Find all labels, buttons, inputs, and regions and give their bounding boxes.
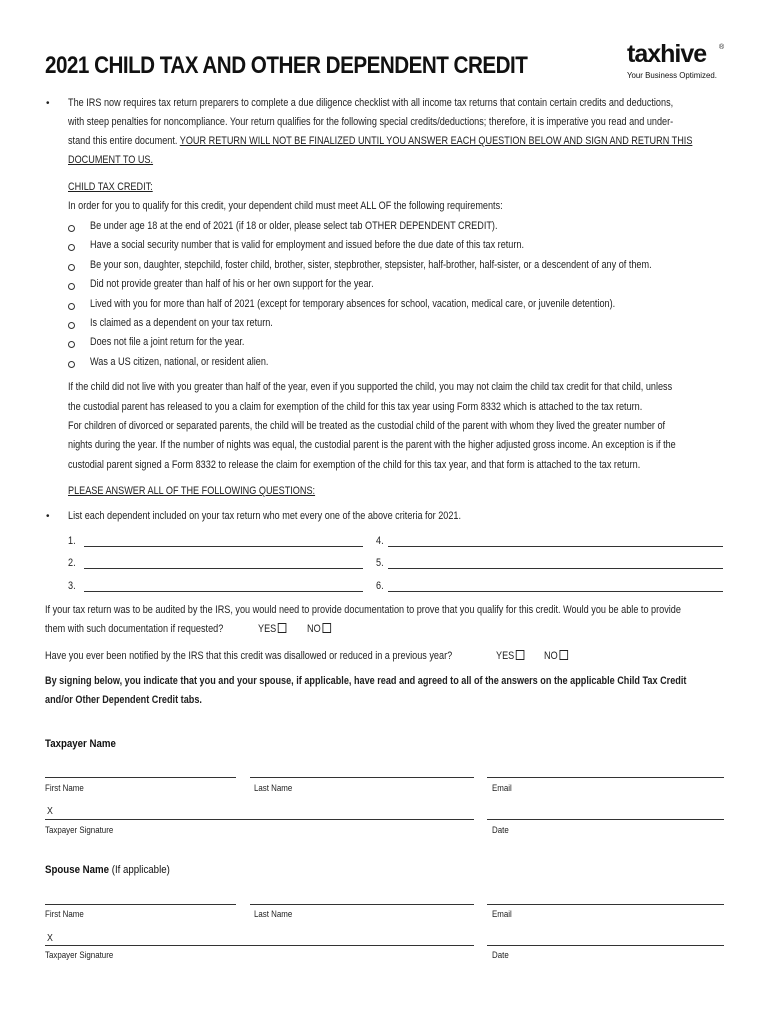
dependent-field-3[interactable] bbox=[84, 591, 363, 592]
spouse-email-field[interactable] bbox=[487, 904, 724, 905]
dependent-field-1[interactable] bbox=[84, 546, 363, 547]
logo-registered-mark: ® bbox=[719, 44, 725, 51]
taxpayer-last-name-field[interactable] bbox=[250, 777, 474, 778]
signing-statement-line-2: and/or Other Dependent Credit tabs. bbox=[45, 694, 202, 706]
intro-warning-cont: DOCUMENT TO US. bbox=[68, 154, 154, 166]
disallowed-question: Have you ever been notified by the IRS that this credit was disallowed or reduced in a previous year? bbox=[45, 650, 453, 662]
intro-line-2: with steep penalties for noncompliance. Your return qualifies for the following special credits/deductions; therefore, it is imperative you read and under- bbox=[68, 116, 674, 128]
spouse-date-field[interactable] bbox=[487, 945, 724, 946]
dependent-number-6: 6. bbox=[376, 580, 384, 592]
audit-yes-label: YES bbox=[258, 623, 277, 635]
disallowed-no-label: NO bbox=[544, 650, 558, 662]
audit-yes-checkbox[interactable] bbox=[278, 623, 287, 633]
requirement-item: Be under age 18 at the end of 2021 (if 18 or older, please select tab OTHER DEPENDENT CREDIT). bbox=[90, 220, 498, 232]
audit-no-checkbox[interactable] bbox=[322, 623, 331, 633]
requirement-item: Lived with you for more than half of 2021 (except for temporary absences for school, vacation, medical care, or juvenile detention). bbox=[90, 297, 616, 310]
dependent-field-2[interactable] bbox=[84, 568, 363, 569]
taxpayer-date-label: Date bbox=[492, 825, 509, 835]
spouse-signature-label: Taxpayer Signature bbox=[45, 950, 114, 960]
intro-line-3 bbox=[68, 132, 692, 152]
audit-question-line-2: them with such documentation if requested? bbox=[45, 623, 224, 635]
spouse-signature-x: X bbox=[47, 933, 53, 944]
taxpayer-email-field[interactable] bbox=[487, 777, 724, 778]
spouse-first-name-label: First Name bbox=[45, 909, 84, 919]
disallowed-no-option[interactable] bbox=[544, 647, 568, 667]
spouse-signature-field[interactable] bbox=[45, 945, 474, 946]
requirement-item: Have a social security number that is valid for employment and issued before the due date of this tax return. bbox=[90, 239, 525, 252]
dependent-field-6[interactable] bbox=[388, 591, 723, 592]
child-credit-lead: In order for you to qualify for this credit, your dependent child must meet ALL OF the following requirements: bbox=[68, 200, 503, 212]
spouse-date-label: Date bbox=[492, 950, 509, 960]
logo-tagline: Your Business Optimized. bbox=[627, 70, 717, 80]
requirement-item: Is claimed as a dependent on your tax return. bbox=[90, 317, 273, 329]
disallowed-yes-label: YES bbox=[496, 650, 515, 662]
para-line-4: nights during the year. If the number of nights was equal, the custodial parent is the parent with the higher adjusted gross income. An exception is if the bbox=[68, 439, 676, 451]
requirement-item: Be your son, daughter, stepchild, foster child, brother, sister, stepbrother, stepsister, half-brother, half-sister, or a descendent of any of them. bbox=[90, 258, 652, 271]
spouse-last-name-field[interactable] bbox=[250, 904, 474, 905]
circle-bullet-icon bbox=[68, 264, 75, 271]
dependent-number-1: 1. bbox=[68, 535, 76, 547]
disallowed-yes-checkbox[interactable] bbox=[516, 650, 525, 660]
spouse-heading-note: (If applicable) bbox=[111, 864, 170, 876]
para-line-1: If the child did not live with you greater than half of the year, even if you supported the child, you may not claim the child tax credit for that child, unless bbox=[68, 381, 673, 393]
dependent-number-5: 5. bbox=[376, 557, 384, 569]
audit-yes-option[interactable] bbox=[258, 620, 287, 640]
intro-warning: YOUR RETURN WILL NOT BE FINALIZED UNTIL YOU ANSWER EACH QUESTION BELOW AND SIGN AND RETURN THIS bbox=[179, 135, 693, 147]
requirement-item: Did not provide greater than half of his or her own support for the year. bbox=[90, 278, 374, 291]
bullet-icon: • bbox=[46, 511, 50, 522]
taxpayer-email-label: Email bbox=[492, 783, 512, 793]
spouse-first-name-field[interactable] bbox=[45, 904, 236, 905]
circle-bullet-icon bbox=[68, 244, 75, 251]
audit-no-label: NO bbox=[307, 623, 321, 635]
taxpayer-first-name-label: First Name bbox=[45, 783, 84, 793]
bullet-icon: • bbox=[46, 98, 50, 109]
questions-heading: PLEASE ANSWER ALL OF THE FOLLOWING QUESTIONS: bbox=[68, 485, 316, 497]
taxpayer-heading: Taxpayer Name bbox=[45, 738, 116, 750]
circle-bullet-icon bbox=[68, 225, 75, 232]
taxpayer-first-name-field[interactable] bbox=[45, 777, 236, 778]
circle-bullet-icon bbox=[68, 283, 75, 290]
dependent-number-2: 2. bbox=[68, 557, 76, 569]
dependent-field-5[interactable] bbox=[388, 568, 723, 569]
taxpayer-date-field[interactable] bbox=[487, 819, 724, 820]
spouse-heading bbox=[45, 864, 170, 876]
para-line-3: For children of divorced or separated parents, the child will be treated as the custodial child of the parent with whom they lived the greater number of bbox=[68, 420, 666, 432]
audit-no-option[interactable] bbox=[307, 620, 331, 640]
spouse-email-label: Email bbox=[492, 909, 512, 919]
intro-line-3-text: stand this entire document. bbox=[68, 135, 180, 147]
requirement-item: Was a US citizen, national, or resident alien. bbox=[90, 355, 269, 368]
taxpayer-last-name-label: Last Name bbox=[254, 783, 293, 793]
audit-question-line-1: If your tax return was to be audited by the IRS, you would need to provide documentation to prove that you qualify for this credit. Would you be able to provide bbox=[45, 604, 681, 616]
child-credit-heading: CHILD TAX CREDIT: bbox=[68, 181, 153, 193]
spouse-last-name-label: Last Name bbox=[254, 909, 293, 919]
circle-bullet-icon bbox=[68, 361, 75, 368]
dependent-number-4: 4. bbox=[376, 535, 384, 547]
spouse-heading-text: Spouse Name bbox=[45, 864, 110, 876]
taxpayer-signature-label: Taxpayer Signature bbox=[45, 825, 114, 835]
requirement-item: Does not file a joint return for the year. bbox=[90, 336, 245, 349]
taxpayer-signature-field[interactable] bbox=[45, 819, 474, 820]
dependent-field-4[interactable] bbox=[388, 546, 723, 547]
taxhive-logo bbox=[620, 40, 730, 80]
circle-bullet-icon bbox=[68, 322, 75, 329]
page-title: 2021 CHILD TAX AND OTHER DEPENDENT CREDIT bbox=[45, 52, 528, 79]
circle-bullet-icon bbox=[68, 303, 75, 310]
taxpayer-signature-x: X bbox=[47, 806, 53, 817]
para-line-2: the custodial parent has released to you a claim for exemption of the child for this tax year using Form 8332 which is attached to the tax return. bbox=[68, 401, 643, 413]
para-line-5: custodial parent signed a Form 8332 to release the claim for exemption of the child for this tax year, and that form is attached to the tax return. bbox=[68, 459, 641, 471]
dependent-number-3: 3. bbox=[68, 580, 76, 592]
disallowed-yes-option[interactable] bbox=[496, 647, 525, 667]
signing-statement-line-1: By signing below, you indicate that you and your spouse, if applicable, have read and agreed to all of the answers on the applicable Child Tax Credit bbox=[45, 675, 687, 687]
circle-bullet-icon bbox=[68, 341, 75, 348]
list-prompt: List each dependent included on your tax return who met every one of the above criteria for 2021. bbox=[68, 510, 462, 522]
logo-wordmark: taxhive bbox=[627, 40, 707, 68]
disallowed-no-checkbox[interactable] bbox=[559, 650, 568, 660]
intro-line-1: The IRS now requires tax return preparers to complete a due diligence checklist with all income tax returns that contain certain credits and deductions, bbox=[68, 97, 674, 109]
